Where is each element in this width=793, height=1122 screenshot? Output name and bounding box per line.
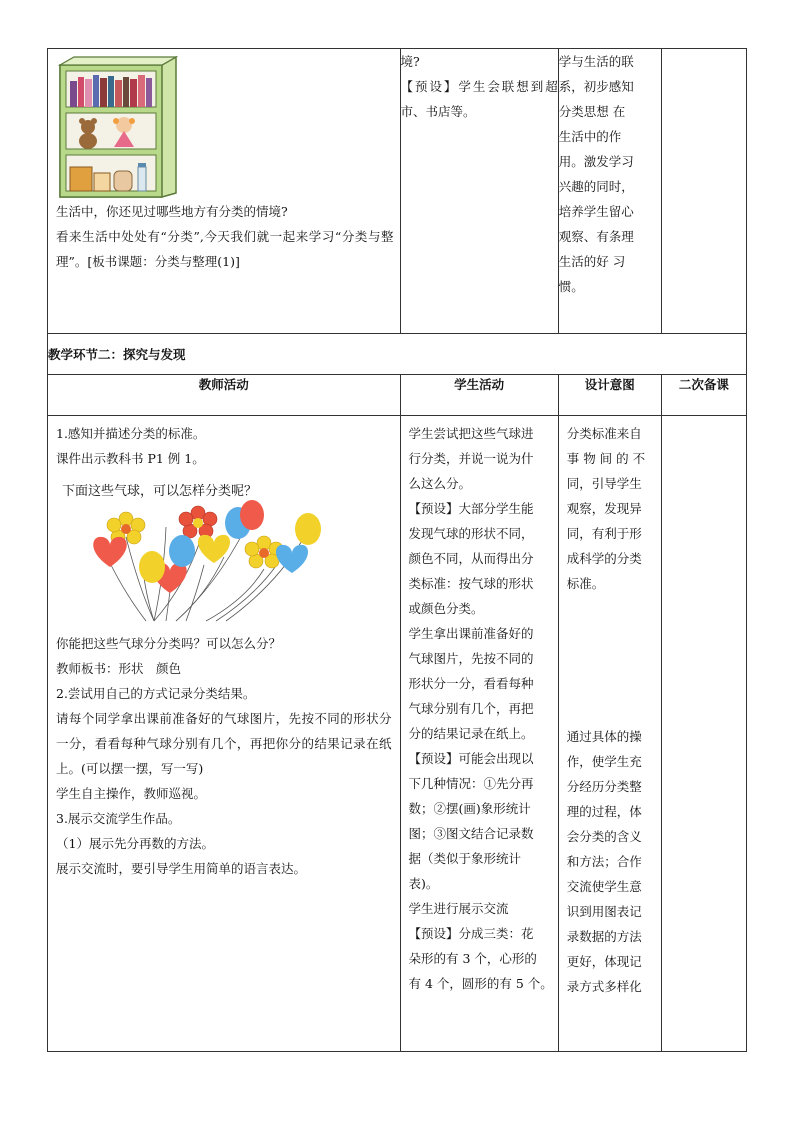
header-student: 学生活动 bbox=[400, 375, 558, 416]
design-line: 标准。 bbox=[566, 576, 605, 591]
teacher-line: 课件出示教科书 P1 例 1。 bbox=[56, 451, 205, 466]
student-line: 境? bbox=[400, 54, 420, 69]
teacher-line: 请每个同学拿出课前准备好的气球图片，先按不同的形状分一分，看看每种气球分别有几个，再把你分的结果记录在纸上。(可以摆一摆，写一写) bbox=[56, 711, 392, 776]
student-line: 图；③图文结合记录数 bbox=[408, 826, 534, 841]
student-line: 么这么分。 bbox=[408, 476, 472, 491]
section-title: 教学环节二：探究与发现 bbox=[48, 334, 747, 375]
explore-second-cell bbox=[661, 416, 746, 1052]
student-line: 朵形的有 3 个，心形的 bbox=[408, 951, 537, 966]
design-line: 理的过程，体 bbox=[566, 804, 642, 819]
student-line: 形状分一分，看看每种 bbox=[408, 676, 534, 691]
bookshelf-illustration bbox=[56, 55, 182, 199]
design-line: 通过具体的操 bbox=[566, 729, 642, 744]
design-line: 同，有利于形 bbox=[566, 526, 642, 541]
design-line: 更好，体现记 bbox=[566, 954, 642, 969]
student-line: 【预设】分成三类：花 bbox=[408, 926, 534, 941]
design-line: 惯。 bbox=[558, 279, 584, 294]
design-line: 分类标准来自 bbox=[566, 426, 642, 441]
intro-teacher-cell bbox=[48, 49, 401, 334]
design-line: 和方法；合作 bbox=[566, 854, 642, 869]
explore-row bbox=[48, 416, 747, 1052]
header-design: 设计意图 bbox=[558, 375, 661, 416]
design-line: 识到用图表记 bbox=[566, 904, 642, 919]
student-line: 数；②摆(画)象形统计 bbox=[408, 801, 531, 816]
teacher-line: 1.感知并描述分类的标准。 bbox=[56, 426, 206, 441]
intro-student-cell bbox=[400, 49, 558, 334]
student-line: 类标准：按气球的形状 bbox=[408, 576, 534, 591]
design-line: 录数据的方法 bbox=[566, 929, 642, 944]
design-line: 培养学生留心 bbox=[558, 204, 634, 219]
student-line: 行分类，并说一说为什 bbox=[408, 451, 534, 466]
design-line: 生活中的作 bbox=[558, 129, 622, 144]
design-line: 会分类的含义 bbox=[566, 829, 642, 844]
student-line: 表)。 bbox=[408, 876, 439, 891]
balloons-illustration bbox=[56, 475, 326, 625]
header-second: 二次备课 bbox=[661, 375, 746, 416]
lesson-plan-table bbox=[47, 48, 747, 1052]
design-line: 生活的好 习 bbox=[558, 254, 626, 269]
intro-design-cell bbox=[558, 49, 661, 334]
intro-row bbox=[48, 49, 747, 334]
student-line: 学生尝试把这些气球进 bbox=[408, 426, 534, 441]
design-line: 录方式多样化 bbox=[566, 979, 642, 994]
student-line: 气球图片，先按不同的 bbox=[408, 651, 534, 666]
student-line: 发现气球的形状不同， bbox=[408, 526, 534, 541]
design-line: 观察、有条理 bbox=[558, 229, 634, 244]
design-line: 分经历分类整 bbox=[566, 779, 642, 794]
design-line: 用。激发学习 bbox=[558, 154, 634, 169]
design-line: 兴趣的同时， bbox=[558, 179, 634, 194]
teacher-line: 你能把这些气球分分类吗？可以怎么分？ bbox=[56, 636, 282, 651]
design-line: 观察，发现异 bbox=[566, 501, 642, 516]
design-line: 作，使学生充 bbox=[566, 754, 642, 769]
design-line: 分类思想 在 bbox=[558, 104, 626, 119]
student-line: 据（类似于象形统计 bbox=[408, 851, 522, 866]
column-header-row bbox=[48, 375, 747, 416]
teacher-line: 生活中，你还见过哪些地方有分类的情境? bbox=[56, 204, 288, 219]
teacher-line: 看来生活中处处有“分类”,今天我们就一起来学习“分类与整理”。[板书课题：分类与整理(1)] bbox=[56, 229, 394, 269]
explore-teacher-cell bbox=[48, 416, 401, 1052]
teacher-line: 展示交流时，要引导学生用简单的语言表达。 bbox=[56, 861, 307, 876]
design-line: 事 物 间 的 不 bbox=[566, 451, 646, 466]
student-line: 分的结果记录在纸上。 bbox=[408, 726, 534, 741]
student-line: 气球分别有几个，再把 bbox=[408, 701, 534, 716]
student-line: 【预设】可能会出现以 bbox=[408, 751, 534, 766]
teacher-line: 学生自主操作，教师巡视。 bbox=[56, 786, 207, 801]
student-line: 有 4 个，圆形的有 5 个。 bbox=[408, 976, 553, 991]
teacher-line: 教师板书：形状 颜色 bbox=[56, 661, 182, 676]
teacher-line: 2.尝试用自己的方式记录分类结果。 bbox=[56, 686, 256, 701]
design-line: 成科学的分类 bbox=[566, 551, 642, 566]
teacher-line: 3.展示交流学生作品。 bbox=[56, 811, 181, 826]
student-line: 学生拿出课前准备好的 bbox=[408, 626, 534, 641]
balloon-caption: 下面这些气球，可以怎样分类呢？ bbox=[62, 484, 258, 499]
section-row bbox=[48, 334, 747, 375]
explore-design-cell bbox=[558, 416, 661, 1052]
student-line: 学生进行展示交流 bbox=[408, 901, 509, 916]
student-line: 颜色不同，从而得出分 bbox=[408, 551, 534, 566]
teacher-line: （1）展示先分再数的方法。 bbox=[56, 836, 214, 851]
explore-student-cell bbox=[400, 416, 558, 1052]
student-line: 【预设】学生会联想到超市、书店等。 bbox=[400, 79, 558, 119]
header-teacher: 教师活动 bbox=[48, 375, 401, 416]
student-line: 【预设】大部分学生能 bbox=[408, 501, 534, 516]
student-line: 或颜色分类。 bbox=[408, 601, 484, 616]
design-line: 学与生活的联 bbox=[558, 54, 634, 69]
design-line: 交流使学生意 bbox=[566, 879, 642, 894]
student-line: 下几种情况：①先分再 bbox=[408, 776, 534, 791]
design-line: 同，引导学生 bbox=[566, 476, 642, 491]
intro-second-cell bbox=[661, 49, 746, 334]
design-line: 系，初步感知 bbox=[558, 79, 634, 94]
